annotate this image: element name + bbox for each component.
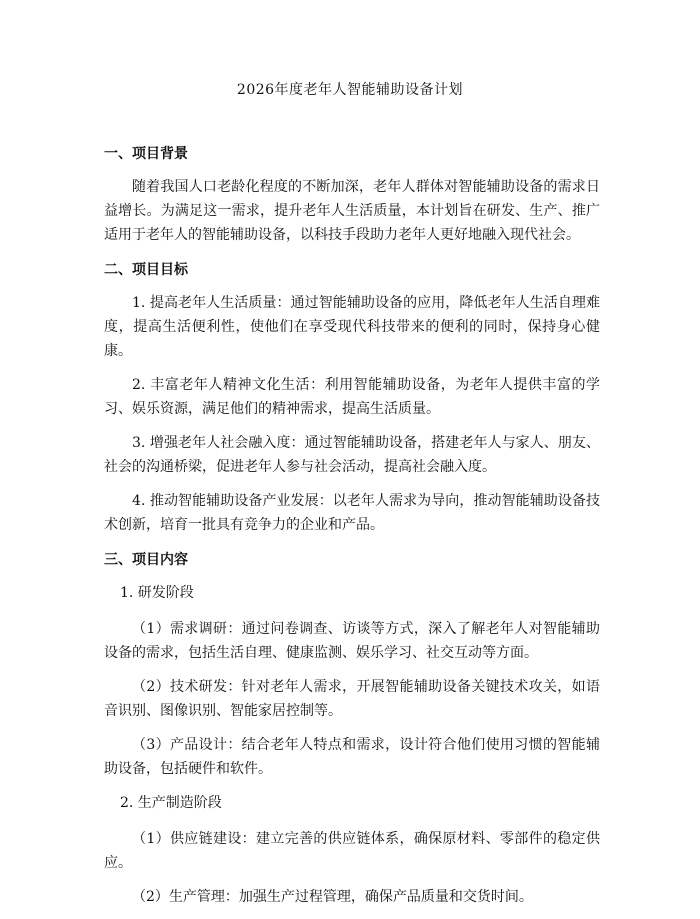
goal-item-4: 4. 推动智能辅助设备产业发展：以老年人需求为导向，推动智能辅助设备技术创新，培育一批具有竞争力的企业和产品。	[104, 493, 600, 533]
manufacturing-item-1: （1）供应链建设：建立完善的供应链体系，确保原材料、零部件的稳定供应。	[104, 831, 600, 871]
goal-item-1: 1. 提高老年人生活质量：通过智能辅助设备的应用，降低老年人生活自理难度，提高生活便利性，使他们在享受现代科技带来的便利的同时，保持身心健康。	[104, 295, 600, 359]
research-item-3: （3）产品设计：结合老年人特点和需求，设计符合他们使用习惯的智能辅助设备，包括硬件和软件。	[104, 737, 600, 777]
research-item-2: （2）技术研发：针对老年人需求，开展智能辅助设备关键技术攻关，如语音识别、图像识别、智能家居控制等。	[104, 679, 600, 719]
phase-title-manufacturing: 2. 生产制造阶段	[120, 795, 222, 811]
section-heading-background: 一、项目背景	[104, 146, 188, 162]
phase-title-research: 1. 研发阶段	[120, 585, 194, 601]
research-item-1: （1）需求调研：通过问卷调查、访谈等方式，深入了解老年人对智能辅助设备的需求，包括生活自理、健康监测、娱乐学习、社交互动等方面。	[104, 621, 600, 661]
section-heading-goals: 二、项目目标	[104, 262, 188, 278]
goal-item-3: 3. 增强老年人社会融入度：通过智能辅助设备，搭建老年人与家人、朋友、社会的沟通桥梁，促进老年人参与社会活动，提高社会融入度。	[104, 435, 600, 475]
section-heading-content: 三、项目内容	[104, 552, 188, 568]
goal-item-2: 2. 丰富老年人精神文化生活：利用智能辅助设备，为老年人提供丰富的学习、娱乐资源，满足他们的精神需求，提高生活质量。	[104, 377, 600, 417]
document-body	[104, 143, 600, 919]
manufacturing-item-2: （2）生产管理：加强生产过程管理，确保产品质量和交货时间。	[132, 889, 533, 905]
background-paragraph: 随着我国人口老龄化程度的不断加深，老年人群体对智能辅助设备的需求日益增长。为满足这一需求，提升老年人生活质量，本计划旨在研发、生产、推广适用于老年人的智能辅助设备，以科技手段助力老年人更好地融入现代社会。	[104, 179, 600, 243]
document-title: 2026年度老年人智能辅助设备计划	[236, 82, 464, 98]
